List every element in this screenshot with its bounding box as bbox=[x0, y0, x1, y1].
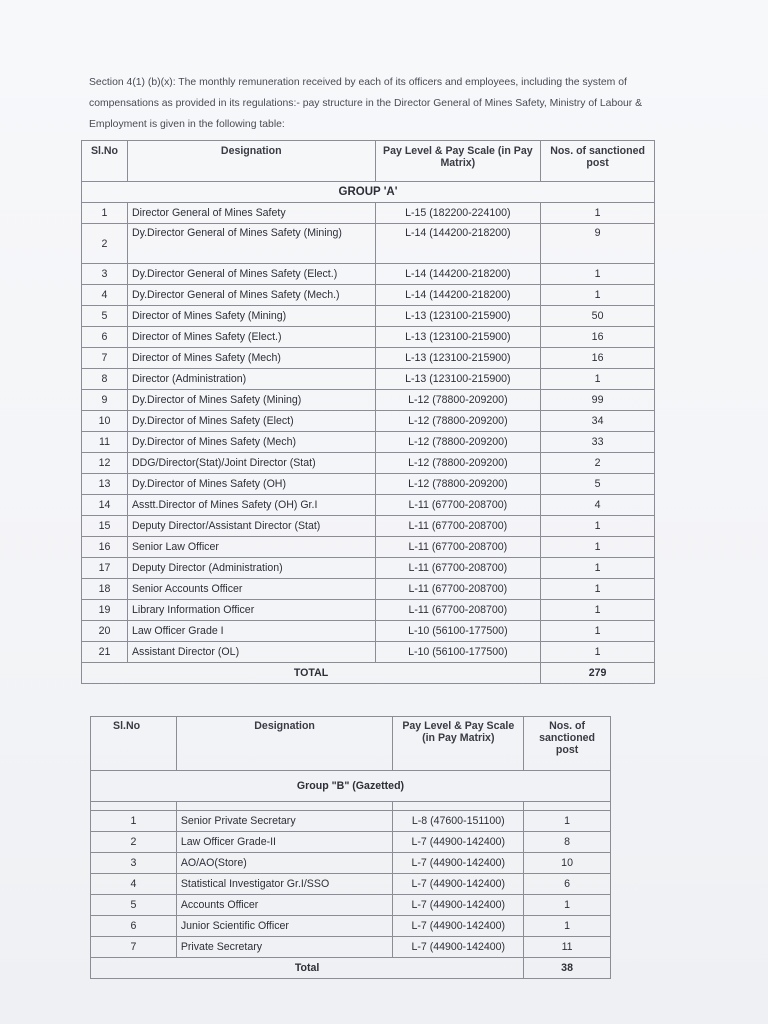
cell-designation: Director of Mines Safety (Mech) bbox=[127, 348, 375, 369]
cell-sanctioned-posts: 11 bbox=[524, 937, 611, 958]
group-row bbox=[91, 771, 611, 802]
table-row bbox=[91, 853, 611, 874]
cell-sanctioned-posts: 5 bbox=[541, 474, 655, 495]
cell-pay-level: L-12 (78800-209200) bbox=[375, 411, 541, 432]
cell-pay-level: L-7 (44900-142400) bbox=[393, 874, 524, 895]
header-slno: Sl.No bbox=[91, 717, 177, 771]
cell-designation: Senior Accounts Officer bbox=[127, 579, 375, 600]
cell-sanctioned-posts: 1 bbox=[541, 537, 655, 558]
cell-designation: Director of Mines Safety (Mining) bbox=[127, 306, 375, 327]
cell-pay-level: L-11 (67700-208700) bbox=[375, 537, 541, 558]
cell-pay-level: L-14 (144200-218200) bbox=[375, 224, 541, 264]
table-row bbox=[82, 224, 655, 264]
cell-designation: Assistant Director (OL) bbox=[127, 642, 375, 663]
table-header-row bbox=[91, 717, 611, 771]
cell-designation: Asstt.Director of Mines Safety (OH) Gr.I bbox=[127, 495, 375, 516]
cell-slno: 2 bbox=[91, 832, 177, 853]
cell-sanctioned-posts: 1 bbox=[541, 264, 655, 285]
cell-pay-level: L-15 (182200-224100) bbox=[375, 203, 541, 224]
table-row bbox=[82, 579, 655, 600]
table-row bbox=[82, 474, 655, 495]
header-sanctioned-posts: Nos. of sanctioned post bbox=[524, 717, 611, 771]
table-row bbox=[82, 453, 655, 474]
cell-slno: 14 bbox=[82, 495, 128, 516]
cell-designation: Accounts Officer bbox=[176, 895, 393, 916]
cell-designation: Dy.Director of Mines Safety (Mech) bbox=[127, 432, 375, 453]
table-row bbox=[91, 874, 611, 895]
cell-designation: Dy.Director of Mines Safety (Mining) bbox=[127, 390, 375, 411]
cell-sanctioned-posts: 99 bbox=[541, 390, 655, 411]
cell-pay-level: L-7 (44900-142400) bbox=[393, 853, 524, 874]
table-row bbox=[82, 306, 655, 327]
cell-sanctioned-posts: 1 bbox=[541, 600, 655, 621]
cell-designation: Dy.Director of Mines Safety (OH) bbox=[127, 474, 375, 495]
cell-slno: 10 bbox=[82, 411, 128, 432]
cell-sanctioned-posts: 33 bbox=[541, 432, 655, 453]
table-row bbox=[82, 495, 655, 516]
cell-designation: Law Officer Grade I bbox=[127, 621, 375, 642]
total-label: TOTAL bbox=[82, 663, 541, 684]
table-row bbox=[82, 516, 655, 537]
cell-slno: 3 bbox=[82, 264, 128, 285]
cell-sanctioned-posts: 4 bbox=[541, 495, 655, 516]
group-b-table bbox=[90, 716, 611, 979]
header-designation: Designation bbox=[127, 141, 375, 182]
table-row bbox=[82, 285, 655, 306]
cell-slno: 15 bbox=[82, 516, 128, 537]
cell-pay-level: L-12 (78800-209200) bbox=[375, 390, 541, 411]
cell-slno: 4 bbox=[91, 874, 177, 895]
table-row bbox=[82, 558, 655, 579]
header-pay-level: Pay Level & Pay Scale (in Pay Matrix) bbox=[375, 141, 541, 182]
table-row bbox=[82, 327, 655, 348]
cell-sanctioned-posts: 1 bbox=[541, 579, 655, 600]
cell-designation: Dy.Director General of Mines Safety (Mining) bbox=[127, 224, 375, 264]
cell-pay-level: L-7 (44900-142400) bbox=[393, 916, 524, 937]
cell-designation: Deputy Director (Administration) bbox=[127, 558, 375, 579]
spacer-cell bbox=[176, 802, 393, 811]
table-row bbox=[82, 411, 655, 432]
cell-sanctioned-posts: 6 bbox=[524, 874, 611, 895]
cell-designation: Senior Law Officer bbox=[127, 537, 375, 558]
cell-pay-level: L-7 (44900-142400) bbox=[393, 895, 524, 916]
cell-sanctioned-posts: 1 bbox=[541, 203, 655, 224]
cell-pay-level: L-13 (123100-215900) bbox=[375, 348, 541, 369]
table-row bbox=[82, 264, 655, 285]
table-row bbox=[82, 432, 655, 453]
intro-paragraph: Section 4(1) (b)(x): The monthly remuneration received by each of its officers and employees, including the system of compensations as provided in its regulations:- pay structure in the Director General of Mines Safety, Ministry of Labour & Employment is given in the following table: bbox=[89, 77, 643, 130]
cell-designation: Director General of Mines Safety bbox=[127, 203, 375, 224]
cell-pay-level: L-14 (144200-218200) bbox=[375, 264, 541, 285]
cell-slno: 7 bbox=[82, 348, 128, 369]
cell-pay-level: L-10 (56100-177500) bbox=[375, 621, 541, 642]
total-value: 279 bbox=[541, 663, 655, 684]
table-row bbox=[82, 537, 655, 558]
cell-slno: 2 bbox=[82, 224, 128, 264]
cell-designation: Dy.Director of Mines Safety (Elect) bbox=[127, 411, 375, 432]
cell-sanctioned-posts: 1 bbox=[524, 916, 611, 937]
table-row bbox=[91, 937, 611, 958]
cell-sanctioned-posts: 1 bbox=[541, 621, 655, 642]
cell-sanctioned-posts: 50 bbox=[541, 306, 655, 327]
cell-pay-level: L-14 (144200-218200) bbox=[375, 285, 541, 306]
cell-designation: Law Officer Grade-II bbox=[176, 832, 393, 853]
cell-pay-level: L-8 (47600-151100) bbox=[393, 811, 524, 832]
total-label: Total bbox=[91, 958, 524, 979]
cell-sanctioned-posts: 16 bbox=[541, 348, 655, 369]
cell-pay-level: L-11 (67700-208700) bbox=[375, 579, 541, 600]
table-row bbox=[91, 811, 611, 832]
cell-designation: Dy.Director General of Mines Safety (Elect.) bbox=[127, 264, 375, 285]
cell-pay-level: L-11 (67700-208700) bbox=[375, 495, 541, 516]
spacer-cell bbox=[91, 802, 177, 811]
group-row bbox=[82, 182, 655, 203]
cell-designation: Junior Scientific Officer bbox=[176, 916, 393, 937]
cell-slno: 12 bbox=[82, 453, 128, 474]
cell-designation: Statistical Investigator Gr.I/SSO bbox=[176, 874, 393, 895]
table-row bbox=[91, 916, 611, 937]
cell-sanctioned-posts: 1 bbox=[524, 811, 611, 832]
header-sanctioned-posts: Nos. of sanctioned post bbox=[541, 141, 655, 182]
table-row bbox=[82, 369, 655, 390]
cell-sanctioned-posts: 1 bbox=[541, 285, 655, 306]
spacer-row bbox=[91, 802, 611, 811]
spacer-cell bbox=[524, 802, 611, 811]
cell-sanctioned-posts: 1 bbox=[524, 895, 611, 916]
table-header-row bbox=[82, 141, 655, 182]
cell-pay-level: L-12 (78800-209200) bbox=[375, 453, 541, 474]
group-a-table bbox=[81, 140, 655, 684]
cell-slno: 4 bbox=[82, 285, 128, 306]
cell-sanctioned-posts: 8 bbox=[524, 832, 611, 853]
table-row bbox=[82, 348, 655, 369]
spacer-cell bbox=[393, 802, 524, 811]
cell-slno: 20 bbox=[82, 621, 128, 642]
cell-slno: 8 bbox=[82, 369, 128, 390]
cell-slno: 5 bbox=[91, 895, 177, 916]
cell-slno: 19 bbox=[82, 600, 128, 621]
cell-slno: 9 bbox=[82, 390, 128, 411]
cell-slno: 16 bbox=[82, 537, 128, 558]
table-row bbox=[82, 621, 655, 642]
cell-pay-level: L-11 (67700-208700) bbox=[375, 558, 541, 579]
cell-slno: 21 bbox=[82, 642, 128, 663]
cell-pay-level: L-13 (123100-215900) bbox=[375, 369, 541, 390]
cell-pay-level: L-7 (44900-142400) bbox=[393, 832, 524, 853]
cell-slno: 1 bbox=[91, 811, 177, 832]
cell-slno: 18 bbox=[82, 579, 128, 600]
cell-designation: Deputy Director/Assistant Director (Stat) bbox=[127, 516, 375, 537]
table-row bbox=[82, 600, 655, 621]
header-pay-level: Pay Level & Pay Scale (in Pay Matrix) bbox=[393, 717, 524, 771]
cell-designation: Director (Administration) bbox=[127, 369, 375, 390]
total-value: 38 bbox=[524, 958, 611, 979]
total-row bbox=[91, 958, 611, 979]
table-row bbox=[82, 390, 655, 411]
cell-pay-level: L-13 (123100-215900) bbox=[375, 327, 541, 348]
cell-slno: 1 bbox=[82, 203, 128, 224]
cell-slno: 11 bbox=[82, 432, 128, 453]
table-row bbox=[91, 895, 611, 916]
group-a-label: GROUP 'A' bbox=[82, 182, 655, 203]
cell-slno: 6 bbox=[91, 916, 177, 937]
cell-pay-level: L-13 (123100-215900) bbox=[375, 306, 541, 327]
total-row bbox=[82, 663, 655, 684]
cell-slno: 17 bbox=[82, 558, 128, 579]
cell-designation: Director of Mines Safety (Elect.) bbox=[127, 327, 375, 348]
cell-pay-level: L-10 (56100-177500) bbox=[375, 642, 541, 663]
cell-slno: 7 bbox=[91, 937, 177, 958]
header-slno: Sl.No bbox=[82, 141, 128, 182]
cell-pay-level: L-11 (67700-208700) bbox=[375, 516, 541, 537]
table-row bbox=[91, 832, 611, 853]
cell-sanctioned-posts: 10 bbox=[524, 853, 611, 874]
cell-pay-level: L-12 (78800-209200) bbox=[375, 474, 541, 495]
cell-designation: Dy.Director General of Mines Safety (Mech.) bbox=[127, 285, 375, 306]
cell-sanctioned-posts: 34 bbox=[541, 411, 655, 432]
cell-designation: Senior Private Secretary bbox=[176, 811, 393, 832]
cell-sanctioned-posts: 1 bbox=[541, 516, 655, 537]
cell-pay-level: L-12 (78800-209200) bbox=[375, 432, 541, 453]
cell-sanctioned-posts: 16 bbox=[541, 327, 655, 348]
group-b-label: Group "B" (Gazetted) bbox=[91, 771, 611, 802]
cell-sanctioned-posts: 1 bbox=[541, 369, 655, 390]
cell-sanctioned-posts: 9 bbox=[541, 224, 655, 264]
cell-slno: 5 bbox=[82, 306, 128, 327]
cell-designation: Library Information Officer bbox=[127, 600, 375, 621]
cell-designation: Private Secretary bbox=[176, 937, 393, 958]
cell-sanctioned-posts: 1 bbox=[541, 558, 655, 579]
cell-slno: 3 bbox=[91, 853, 177, 874]
cell-sanctioned-posts: 2 bbox=[541, 453, 655, 474]
cell-pay-level: L-11 (67700-208700) bbox=[375, 600, 541, 621]
cell-slno: 13 bbox=[82, 474, 128, 495]
table-row bbox=[82, 642, 655, 663]
cell-sanctioned-posts: 1 bbox=[541, 642, 655, 663]
cell-designation: AO/AO(Store) bbox=[176, 853, 393, 874]
table-row bbox=[82, 203, 655, 224]
cell-pay-level: L-7 (44900-142400) bbox=[393, 937, 524, 958]
header-designation: Designation bbox=[176, 717, 393, 771]
cell-designation: DDG/Director(Stat)/Joint Director (Stat) bbox=[127, 453, 375, 474]
cell-slno: 6 bbox=[82, 327, 128, 348]
